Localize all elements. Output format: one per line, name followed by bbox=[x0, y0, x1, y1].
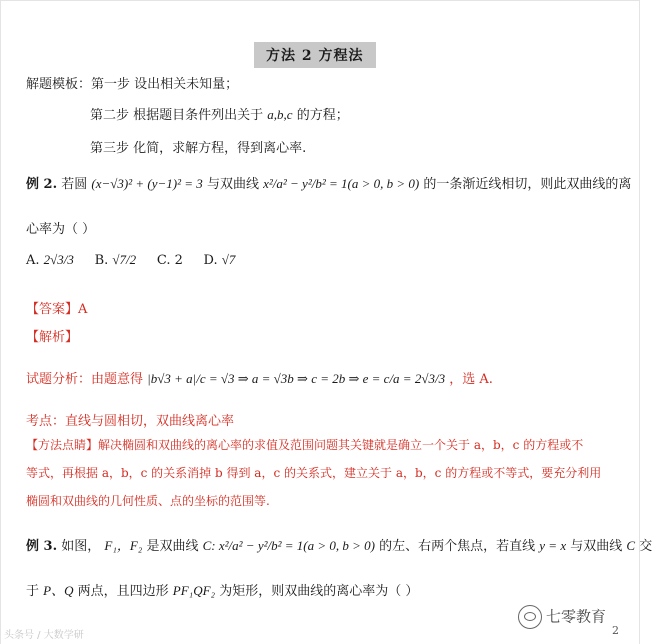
section-title: 方法 2 方程法 bbox=[254, 42, 376, 68]
example3-text2: 是双曲线 bbox=[146, 539, 199, 554]
watermark-brand: 七零教育 bbox=[546, 607, 607, 626]
watermark-right bbox=[518, 605, 606, 629]
example3-line2-mid: 两点，且四边形 bbox=[77, 584, 169, 599]
template-step1: 第一步 设出相关未知量； bbox=[91, 77, 239, 92]
answer-label: 【答案】A bbox=[26, 302, 88, 317]
wechat-icon bbox=[518, 605, 542, 629]
example3-label: 例 3. bbox=[26, 539, 58, 554]
template-step2-suffix: 的方程； bbox=[296, 108, 349, 123]
example2-text3: 的一条渐近线相切，则此双曲线的离 bbox=[423, 177, 632, 192]
example3-line1 bbox=[26, 535, 652, 554]
method-tip-line2: 等式，再根据 a，b，c 的关系消掉 b 得到 a，c 的关系式，建立关于 a，b，c 的方程或不等式，要充分利用 bbox=[26, 466, 602, 480]
template-step3: 第三步 化简，求解方程，得到离心率. bbox=[90, 141, 307, 156]
example2-text2: 与双曲线 bbox=[206, 177, 259, 192]
template-step2-row bbox=[90, 104, 349, 123]
option-c: C. 2 bbox=[156, 253, 183, 268]
example2-options bbox=[26, 252, 235, 268]
option-d-value: √7 bbox=[221, 252, 236, 267]
template-step2-vars: a,b,c bbox=[267, 107, 293, 122]
template-step2-prefix: 第二步 根据题目条件列出关于 bbox=[90, 108, 264, 123]
analysis-suffix: ，选 A. bbox=[449, 372, 493, 387]
example3-text1: 如图， bbox=[61, 539, 101, 554]
analysis-expression: |b√3 + a|/c = √3 ⇒ a = √3b ⇒ c = 2b ⇒ e = c/a = 2√3/3 bbox=[147, 371, 446, 386]
option-d-label: D. bbox=[203, 253, 218, 268]
frame-top-line bbox=[0, 0, 640, 1]
hyperbola-equation: x²/a² − y²/b² = 1(a > 0, b > 0) bbox=[263, 176, 420, 191]
analysis-label: 【解析】 bbox=[26, 330, 79, 345]
example3-line2 bbox=[26, 580, 418, 599]
template-label: 解题模板： bbox=[26, 77, 92, 92]
example3-text3: 的左、右两个焦点，若直线 bbox=[379, 539, 536, 554]
circle-equation: (x−√3)² + (y−1)² = 3 bbox=[91, 176, 203, 191]
example3-text5: 交 bbox=[639, 539, 652, 554]
example3-line2-prefix: 于 bbox=[26, 584, 40, 599]
example3-hyperbola: C: x²/a² − y²/b² = 1(a > 0, b > 0) bbox=[202, 538, 375, 553]
example3-curve: C bbox=[626, 538, 636, 553]
option-a-label: A. bbox=[26, 253, 40, 268]
example3-points: P、Q bbox=[43, 583, 74, 598]
page-mark: 2 bbox=[612, 624, 619, 637]
kaodian: 考点：直线与圆相切，双曲线离心率 bbox=[26, 414, 235, 429]
frame-left-line bbox=[0, 0, 1, 644]
option-b-value: √7/2 bbox=[112, 252, 137, 267]
example3-text4: 与双曲线 bbox=[570, 539, 623, 554]
template-step1-row bbox=[26, 73, 238, 92]
example3-line-eq: y = x bbox=[539, 538, 567, 553]
example2-line1 bbox=[26, 173, 631, 192]
analysis-line bbox=[26, 368, 493, 387]
method-tip-line3: 椭圆和双曲线的几何性质、点的坐标的范围等. bbox=[26, 494, 270, 508]
option-b-label: B. bbox=[94, 253, 109, 268]
option-a-value: 2√3/3 bbox=[43, 252, 74, 267]
example2-text1: 若圆 bbox=[61, 177, 88, 192]
example3-foci: F₁，F₂ bbox=[104, 538, 143, 553]
analysis-prefix: 试题分析：由题意得 bbox=[26, 372, 144, 387]
example2-line2: 心率为（ ） bbox=[26, 222, 96, 237]
method-tip-line1: 【方法点睛】解决椭圆和双曲线的离心率的求值及范围问题其关键就是确立一个关于 a，b，c 的方程或不 bbox=[26, 438, 584, 452]
watermark-left: 头条号 / 大数学研 bbox=[4, 630, 84, 641]
example2-label: 例 2. bbox=[26, 177, 58, 192]
example3-line2-suffix: 为矩形，则双曲线的离心率为（ ） bbox=[219, 584, 419, 599]
example3-quad: PF₁QF₂ bbox=[172, 583, 216, 598]
